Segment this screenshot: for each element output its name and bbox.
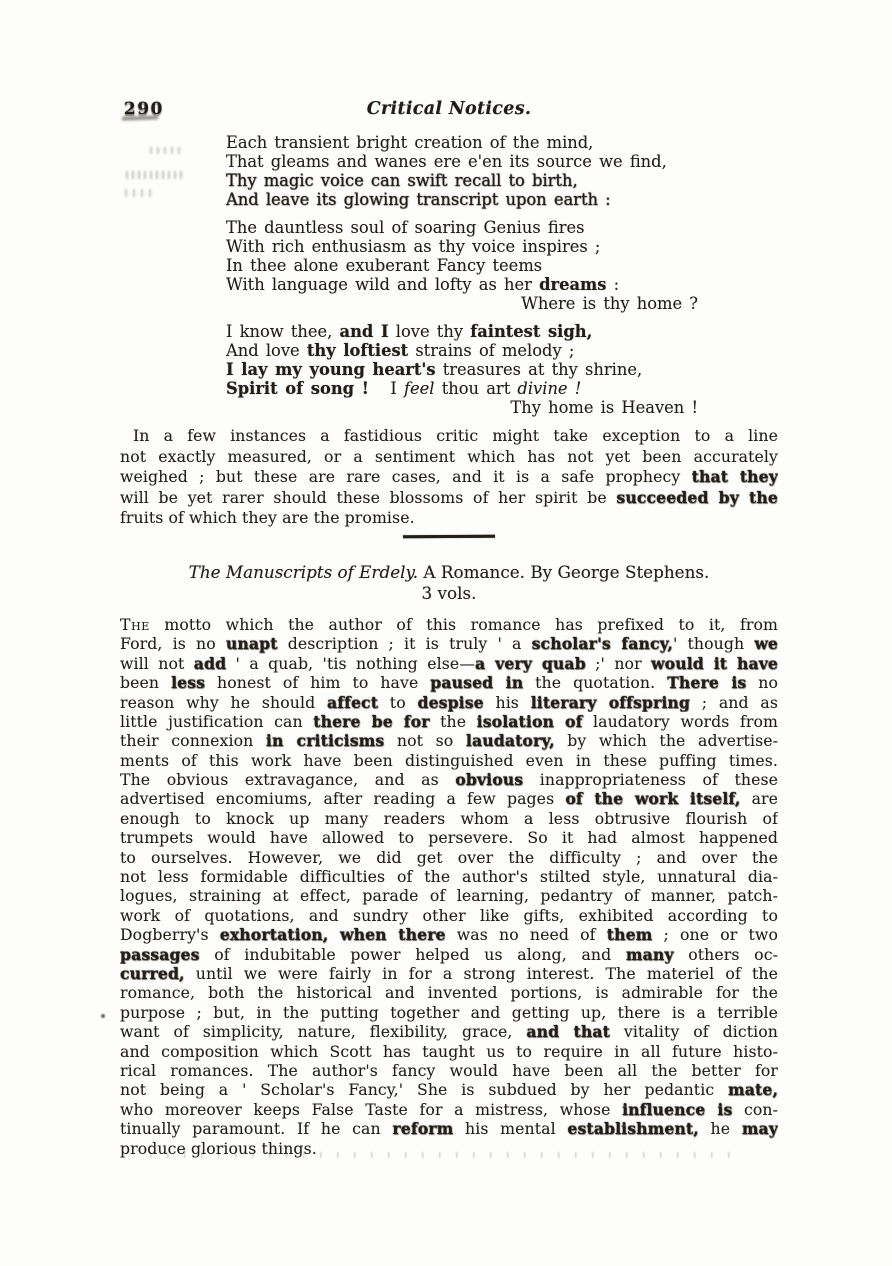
text-segment: to ourselves. However, we did get over the difficulty ; and over the xyxy=(120,847,778,867)
text-segment: Where is thy home ? xyxy=(521,294,698,313)
work-title-block xyxy=(120,562,778,605)
text-segment: influence is xyxy=(622,1099,733,1119)
text-segment: and composition which Scott has taught us to require in all future histo- xyxy=(120,1041,778,1061)
text-line xyxy=(120,751,778,770)
text-segment: 3 vols. xyxy=(421,583,477,604)
text-line xyxy=(120,848,778,867)
text-segment: thy loftiest xyxy=(306,341,409,360)
text-line xyxy=(120,654,778,673)
text-line xyxy=(120,906,778,925)
text-segment: will be yet rarer should these blossoms of her spirit be xyxy=(120,487,617,507)
text-line xyxy=(120,488,778,509)
text-segment: The Manuscripts of Erdely. xyxy=(188,561,419,582)
text-line xyxy=(120,1080,778,1099)
text-segment: thou art xyxy=(434,379,518,398)
text-line xyxy=(226,398,698,417)
text-segment: tinually paramount. If he can xyxy=(120,1119,393,1139)
text-segment: : xyxy=(606,275,620,294)
text-segment: love thy xyxy=(388,322,471,341)
text-segment: dreams xyxy=(539,275,607,294)
text-segment: treasures at thy shrine, xyxy=(435,360,643,379)
text-segment: others oc- xyxy=(673,944,778,964)
text-line xyxy=(120,615,778,634)
text-segment: we xyxy=(754,634,778,654)
text-segment: romance, both the historical and invented portions, is admirable for the xyxy=(120,983,778,1003)
text-line xyxy=(120,1003,778,1022)
text-segment: may xyxy=(741,1119,778,1139)
text-segment: obvious xyxy=(455,770,524,790)
text-line xyxy=(120,562,778,584)
text-segment: trumpets would have allowed to persevere. So it had almost happened xyxy=(120,828,778,848)
text-segment: paused in xyxy=(430,673,524,693)
text-segment: mate, xyxy=(728,1080,778,1100)
text-segment: A Romance. By George Stephens. xyxy=(418,561,710,582)
text-segment: by which the advertise- xyxy=(554,731,778,751)
text-line xyxy=(120,634,778,653)
text-segment: of the work itself, xyxy=(565,789,741,809)
page-number: 290 xyxy=(124,99,164,119)
text-segment: divine ! xyxy=(517,379,582,398)
text-line xyxy=(120,447,778,468)
text-segment: isolation of xyxy=(476,711,583,731)
text-line xyxy=(226,171,698,190)
text-line xyxy=(226,256,698,275)
review-paragraph xyxy=(120,615,778,1158)
text-segment: That gleams and wanes ere e'en its source we find, xyxy=(226,152,667,171)
text-segment: many xyxy=(625,944,674,964)
text-segment: despise xyxy=(417,692,484,712)
text-segment: not less formidable difficulties of the author's stilted style, unnatural dia- xyxy=(120,867,778,887)
text-segment: passages xyxy=(120,944,200,964)
text-line xyxy=(226,218,698,237)
text-segment: them xyxy=(606,925,653,945)
text-line xyxy=(226,190,698,209)
poem-stanza xyxy=(226,218,698,313)
text-segment: and I xyxy=(339,322,389,341)
text-segment: And leave its glowing transcript upon earth : xyxy=(226,190,611,209)
text-segment: affect xyxy=(327,692,379,712)
text-segment: curred, xyxy=(120,964,185,983)
text-line xyxy=(120,693,778,712)
text-segment: work of quotations, and sundry other like gifts, exhibited according to xyxy=(120,905,778,925)
text-segment: his xyxy=(483,692,531,712)
text-segment: not being a ' Scholar's Fancy,' She is subdued by her pedantic xyxy=(120,1080,729,1100)
text-segment: In thee alone exuberant Fancy teems xyxy=(226,256,543,275)
poem-stanza xyxy=(226,322,698,417)
text-segment: vitality of diction xyxy=(610,1022,778,1042)
text-line xyxy=(226,341,698,360)
text-line xyxy=(120,467,778,488)
text-line xyxy=(120,1022,778,1041)
text-segment: Thy magic voice can swift recall to birth, xyxy=(226,171,578,190)
text-segment: of indubitable power helped us along, and xyxy=(199,944,626,964)
poem-block xyxy=(226,133,778,417)
text-line xyxy=(120,426,778,447)
text-line xyxy=(120,945,778,964)
text-segment: in criticisms xyxy=(265,731,385,751)
text-segment: con- xyxy=(732,1099,778,1119)
text-segment: the xyxy=(429,711,477,731)
text-segment: ' though xyxy=(672,634,755,654)
text-segment: logues, straining at effect, parade of learning, pedantry of manner, patch- xyxy=(120,886,778,906)
text-line xyxy=(226,360,698,379)
text-line xyxy=(120,583,778,605)
text-segment: that they xyxy=(691,467,778,487)
text-segment: want of simplicity, nature, flexibility, grace, xyxy=(120,1022,527,1042)
text-line xyxy=(120,789,778,808)
text-segment: succeeded by the xyxy=(616,487,778,507)
section-divider xyxy=(403,535,495,538)
text-line xyxy=(226,322,698,341)
text-segment: no xyxy=(746,673,778,693)
text-segment: laudatory, xyxy=(465,731,555,751)
text-segment: ; one or two xyxy=(652,925,778,945)
text-segment: Each transient bright creation of the mind, xyxy=(226,133,594,152)
text-segment: he xyxy=(698,1119,742,1139)
text-line xyxy=(120,809,778,828)
text-segment: With language wild and lofty as her xyxy=(226,275,540,294)
text-segment: will not xyxy=(120,653,194,673)
text-segment: Thy home is Heaven ! xyxy=(510,398,698,417)
text-segment: his mental xyxy=(453,1119,568,1139)
text-segment: reform xyxy=(392,1119,454,1139)
text-segment: been xyxy=(120,673,172,693)
text-segment: to xyxy=(378,692,418,712)
page-header xyxy=(120,99,778,121)
text-segment: Dogberry's xyxy=(120,925,220,945)
text-segment: the quotation. xyxy=(523,673,668,693)
text-segment: strains of melody ; xyxy=(408,341,575,360)
page-content xyxy=(120,0,778,1158)
text-line xyxy=(120,712,778,731)
text-line xyxy=(226,379,698,398)
text-line xyxy=(120,867,778,886)
text-line xyxy=(120,508,778,529)
text-line xyxy=(120,1100,778,1119)
text-segment: and that xyxy=(526,1022,611,1042)
text-line xyxy=(120,925,778,944)
text-segment: weighed ; but these are rare cases, and it is a safe prophecy xyxy=(120,467,692,487)
text-segment: produce glorious things. xyxy=(120,1138,317,1158)
text-segment: The dauntless soul of soaring Genius fires xyxy=(226,218,585,237)
text-segment: And love xyxy=(226,341,307,360)
text-segment: I lay my young heart's xyxy=(226,360,436,379)
text-segment: description ; it is truly ' a xyxy=(277,634,532,654)
text-segment: advertised encomiums, after reading a few pages xyxy=(120,789,566,809)
text-line xyxy=(226,275,698,294)
ink-speck xyxy=(101,1014,105,1018)
text-segment: until we were fairly in for a strong interest. The materiel of the xyxy=(184,964,778,983)
text-segment: ' a quab, 'tis nothing else— xyxy=(226,653,476,673)
closing-paragraph xyxy=(120,426,778,529)
text-line xyxy=(120,983,778,1002)
text-line xyxy=(120,731,778,750)
text-segment: inappropriateness of these xyxy=(523,770,778,790)
text-segment: With rich enthusiasm as thy voice inspires ; xyxy=(226,237,601,256)
text-segment: not so xyxy=(384,731,466,751)
text-segment: Spirit of song ! xyxy=(226,379,369,398)
text-segment: I know thee, xyxy=(226,322,340,341)
text-segment: establishment, xyxy=(567,1119,699,1139)
text-segment: ;' nor xyxy=(585,653,652,673)
text-segment: add xyxy=(193,653,227,673)
text-line xyxy=(120,886,778,905)
text-line xyxy=(226,237,698,256)
text-segment: Ford, is no xyxy=(120,634,226,654)
text-segment: would it have xyxy=(651,653,778,673)
text-segment: ments of this work have been distinguished even in these puffing times. xyxy=(120,750,778,770)
text-line xyxy=(120,1061,778,1080)
text-segment: faintest sigh, xyxy=(470,322,593,341)
text-line xyxy=(120,964,778,983)
text-line xyxy=(120,1119,778,1138)
text-segment: literary offspring xyxy=(530,692,690,712)
text-segment: feel xyxy=(404,379,435,398)
text-segment: rical romances. The author's fancy would have been all the better for xyxy=(120,1060,778,1080)
text-line xyxy=(120,828,778,847)
text-segment: The obvious extravagance, and as xyxy=(120,770,456,790)
text-segment: purpose ; but, in the putting together and getting up, there is a terrible xyxy=(120,1002,778,1022)
text-segment: less xyxy=(171,673,206,693)
text-segment: who moreover keeps False Taste for a mistress, whose xyxy=(120,1099,623,1119)
text-segment: scholar's fancy, xyxy=(531,634,673,654)
text-segment: not exactly measured, or a sentiment which has not yet been accurately xyxy=(120,446,778,466)
text-segment: enough to knock up many readers whom a less obtrusive flourish of xyxy=(120,808,778,828)
poem-stanza xyxy=(226,133,698,209)
text-line xyxy=(120,770,778,789)
text-segment: ; and as xyxy=(689,692,778,712)
text-segment: their connexion xyxy=(120,731,266,751)
text-segment: unapt xyxy=(225,634,278,654)
text-segment: motto which the author of this romance has prefixed to it, from xyxy=(149,614,778,634)
text-segment: are xyxy=(740,789,778,809)
text-segment: little justification can xyxy=(120,711,314,731)
running-title: Critical Notices. xyxy=(366,99,532,119)
text-segment: I xyxy=(368,379,405,398)
text-segment: was no need of xyxy=(445,925,607,945)
text-segment: exhortation, when there xyxy=(219,925,446,945)
text-segment: there be for xyxy=(313,711,430,731)
text-line xyxy=(226,133,698,152)
text-segment: The xyxy=(120,614,150,634)
text-line xyxy=(120,673,778,692)
text-line xyxy=(120,1042,778,1061)
text-line xyxy=(120,1139,778,1158)
text-segment: laudatory words from xyxy=(582,711,778,731)
text-segment: In a few instances a fastidious critic might take exception to a line xyxy=(133,426,778,445)
text-segment: honest of him to have xyxy=(205,673,431,693)
text-line xyxy=(226,294,698,313)
text-segment: fruits of which they are the promise. xyxy=(120,508,415,528)
text-segment: a very quab xyxy=(475,653,586,673)
text-line xyxy=(226,152,698,171)
text-segment: There is xyxy=(667,673,747,693)
text-segment: reason why he should xyxy=(120,692,327,712)
